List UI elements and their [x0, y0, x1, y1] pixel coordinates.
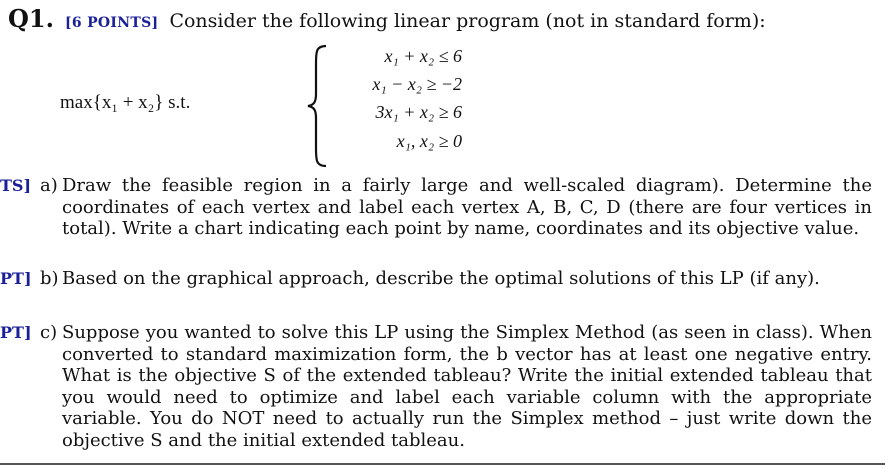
part-c-letter: c) — [40, 322, 58, 343]
part-a-letter: a) — [40, 175, 58, 196]
linear-program — [60, 40, 480, 168]
constraint-3: 3x₁ + x₂ ≥ 6 — [375, 102, 462, 122]
bottom-divider — [0, 463, 885, 465]
question-points: [6 POINTS] — [64, 15, 159, 31]
constraint-2: x₁ − x₂ ≥ −2 — [372, 74, 462, 94]
question-number: Q1. — [8, 4, 54, 33]
part-b-letter: b) — [40, 268, 59, 289]
constraint-4: x₁, x₂ ≥ 0 — [396, 131, 462, 151]
constraint-1: x₁ + x₂ ≤ 6 — [384, 46, 462, 66]
part-c-text: Suppose you wanted to solve this LP using the Simplex Method (as seen in class). When converted to standard maximization form, the b vector has at least one negative entry. What is the objective S of the extended tableau? Write the initial extended tableau that you would need to optimize and label each variable column with the appropriate variable. You do NOT need to actually run the Simplex method – just write down the objective S and the initial extended tableau. — [62, 322, 872, 451]
part-c-points: PT] — [0, 323, 32, 342]
lp-objective: max{x₁ + x₂} s.t. — [60, 92, 191, 113]
part-a-text: Draw the feasible region in a fairly large and well-scaled diagram). Determine the coordinates of each vertex and label each vertex A, B, C, D (there are four vertices in total). Write a chart indicating each point by name, coordinates and its objective value. — [62, 175, 872, 239]
part-a-points: TS] — [0, 176, 32, 195]
question-intro: Consider the following linear program (not in standard form): — [169, 10, 766, 32]
part-b-text: Based on the graphical approach, describe the optimal solutions of this LP (if any). — [62, 268, 820, 289]
question-header — [8, 4, 766, 33]
part-b-points: PT] — [0, 269, 32, 288]
